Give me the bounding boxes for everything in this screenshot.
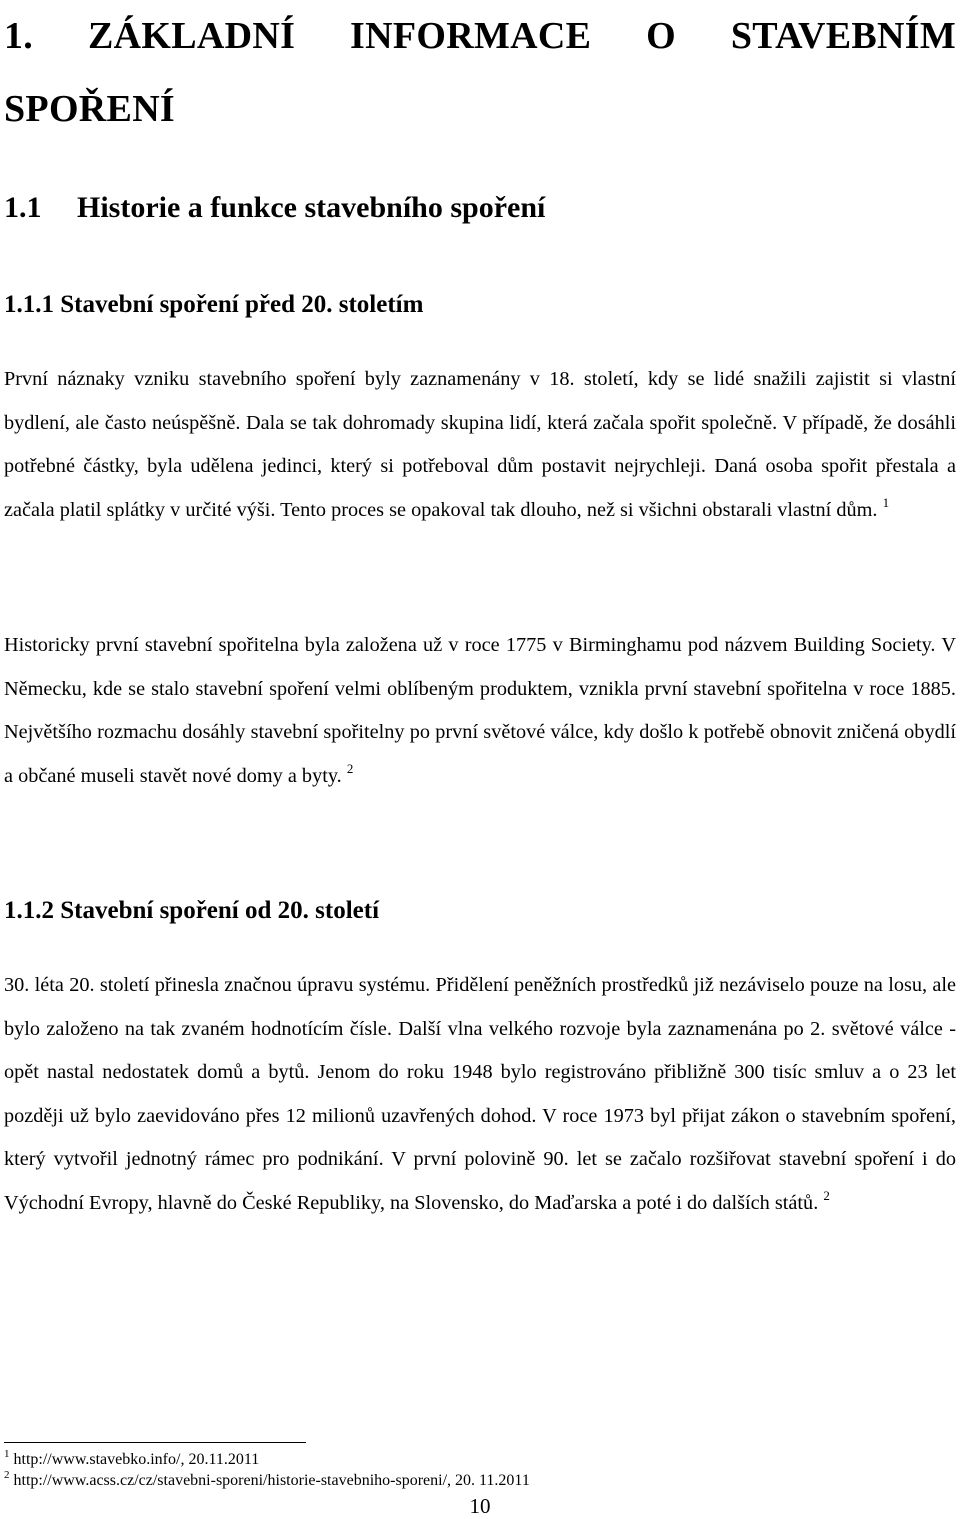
paragraph-early-history bbox=[4, 358, 956, 532]
sentence: Historicky první stavební spořitelna byla založena už v roce 1775 v Birminghamu pod názvem Building Society. bbox=[4, 634, 936, 656]
sentence: V první polovině 90. let se začalo rozšiřovat stavební spoření i do Východní Evropy, hlavně do České Republiky, na Slovensko, do Maďarska a poté i do dalších států. bbox=[4, 1148, 956, 1214]
footnote-text: http://www.acss.cz/cz/stavebni-sporeni/historie-stavebniho-sporeni/, 20. 11.2011 bbox=[13, 1472, 530, 1489]
footnote-reference: 1 bbox=[882, 494, 890, 510]
paragraph-first-societies bbox=[4, 624, 956, 798]
sentence: Další vlna velkého rozvoje byla zaznamenána po 2. světové válce - opět nastal nedostatek domů a bytů. bbox=[4, 1017, 957, 1084]
chapter-title: 1. ZÁKLADNÍ INFORMACE O STAVEBNÍM SPOŘENÍ bbox=[4, 15, 956, 130]
sentence: Jenom do roku 1948 bylo registrováno přibližně 300 tisíc smluv a o 23 let později už bylo zaevidováno přes 12 milionů uzavřených dohod. bbox=[4, 1061, 956, 1127]
footnote-text: http://www.stavebko.info/, 20.11.2011 bbox=[13, 1451, 260, 1468]
sentence: Dala se tak dohromady skupina lidí, která začala spořit společně. bbox=[240, 411, 778, 434]
page-number: 10 bbox=[469, 1494, 491, 1518]
sentence: První náznaky vzniku stavebního spoření byly zaznamenány v 18. století, kdy se lidé snažili zajistit si vlastní bydlení, ale často neúspěšně. bbox=[4, 368, 956, 434]
footnote-reference: 2 bbox=[823, 1187, 830, 1203]
footnote-mark: 2 bbox=[4, 1469, 10, 1481]
section-heading bbox=[4, 186, 545, 230]
sentence: V Německu, kde se stalo stavební spoření velmi oblíbeným produktem, vznikla první stavební spořitelna v roce 1885. bbox=[4, 634, 956, 700]
footnote-reference: 2 bbox=[346, 760, 354, 776]
sentence: Největšího rozmachu dosáhly stavební spořitelny po první světové válce, kdy došlo k potřebě obnovit zničená obydlí a občané museli stavět nové domy a byty. bbox=[4, 721, 956, 787]
sentence: Přidělení peněžních prostředků již nezáviselo pouze na losu, ale bylo založeno na tak zvaném hodnotícím čísle. bbox=[4, 974, 957, 1040]
subsection-heading-1: 1.1.1 Stavební spoření před 20. stoletím bbox=[4, 291, 424, 318]
paragraph-20th-century bbox=[4, 964, 956, 1226]
sentence: Tento proces se opakoval tak dlouho, než si všichni obstarali vlastní dům. bbox=[275, 498, 878, 521]
sentence: V případě, že dosáhli potřebné částky, byla udělena jedinci, který si potřeboval dům postavit nejrychleji. bbox=[4, 411, 957, 478]
footnote-separator bbox=[4, 1442, 306, 1443]
footnote-mark: 1 bbox=[4, 1448, 10, 1460]
section-number: 1.1 bbox=[4, 191, 42, 224]
sentence: V roce 1973 byl přijat zákon o stavebním spoření, který vytvořil jednotný rámec pro podnikání. bbox=[4, 1104, 956, 1171]
subsection-heading-2: 1.1.2 Stavební spoření od 20. století bbox=[4, 897, 380, 924]
section-title: Historie a funkce stavebního spoření bbox=[77, 191, 546, 224]
sentence: Daná osoba spořit přestala a začala platil splátky v určité výši. bbox=[4, 455, 956, 521]
footnote-1 bbox=[4, 1450, 259, 1470]
footnote-2 bbox=[4, 1471, 530, 1491]
sentence: 30. léta 20. století přinesla značnou úpravu systému. bbox=[4, 974, 431, 996]
